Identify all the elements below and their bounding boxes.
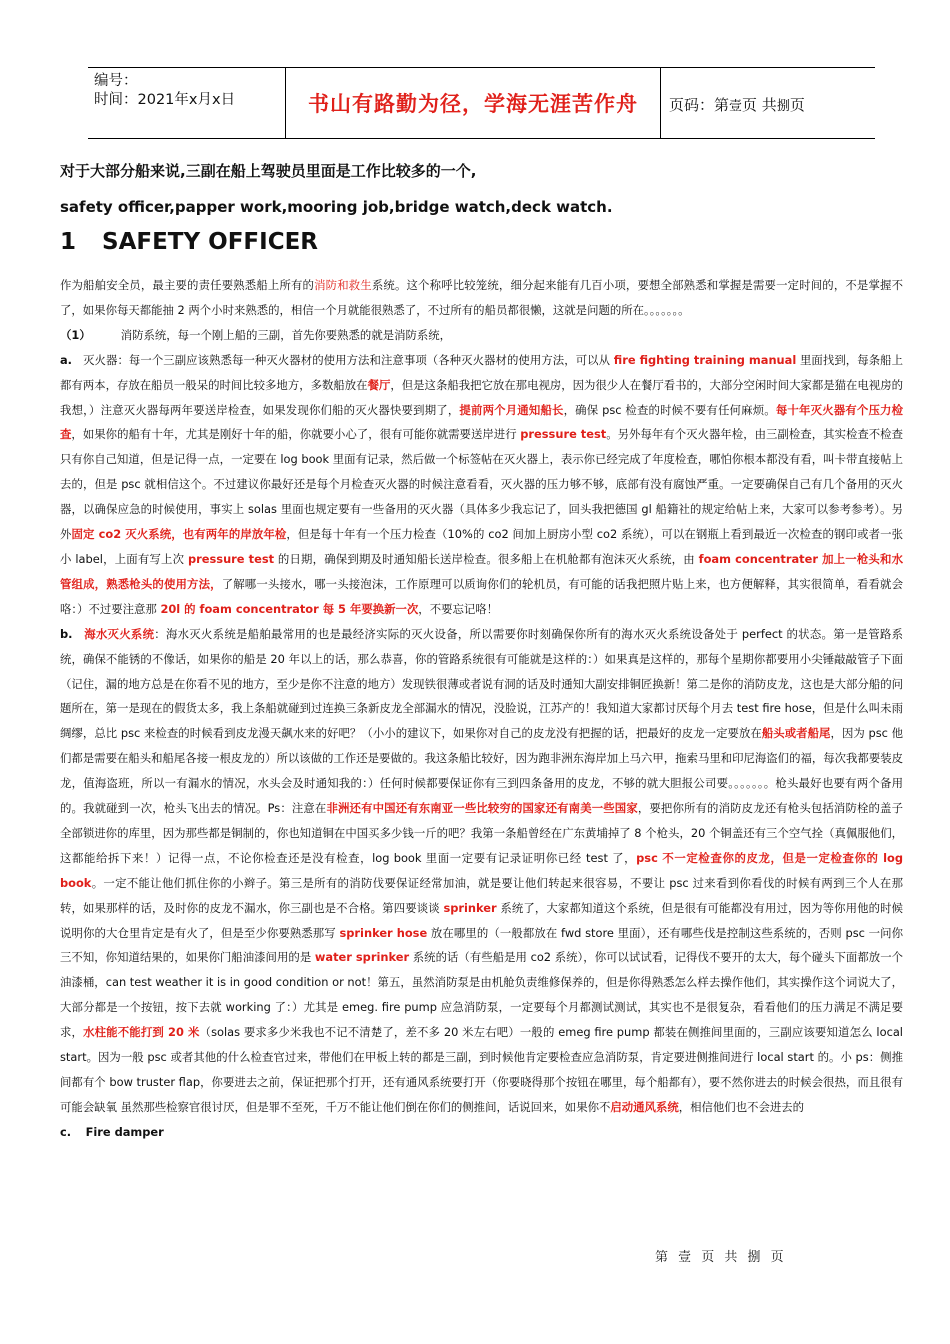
section-number: 1 <box>60 229 77 255</box>
header-table <box>88 67 875 139</box>
time-label: 时间：2021年x月x日 <box>94 92 236 108</box>
paragraph-extinguisher: a. 灭火器：每一个三副应该熟悉每一种灭火器材的使用方法和注意事项（各种灭火器材的使用方法，可以从 fire fighting training manual 里面找到，每条船上都有两本，存放在船员一般呆的时间比较多地方，多数船放在餐厅，但是这条船我把它放在那电视房，因为很少人在餐厅看书的，大部分空闲时间大家都是猫在电视房的我想，）注意灭火器每两年要送岸检查，如果发现你们船的灭火器快要到期了，提前两个月通知船长，确保 psc 检查的时候不要有任何麻烦。每十年灭火器有个压力检查，如果你的船有十年，尤其是刚好十年的船，你就要小心了，很有可能你就需要送岸进行 pressure test。另外每年有个灭火器年检，由三副检查，其实检查不检查只有你自己知道，但是记得一点，一定要在 log book 里面有记录，然后做一个标签帖在灭火器上，表示你已经完成了年度检查，哪怕你根本都没有看，叫卡带直接帖上去的，但是 psc 就相信这个。不过建议你最好还是每个月检查灭火器的时候注意看看，灭火器的压力够不够，底部有没有腐蚀严重。一定要确保自己有几个备用的灭火器，以确保应急的时候使用，事实上 solas 里面也规定要有一些备用的灭火器（具体多少我忘记了，回头我把德国 gl 船籍社的规定给帖上来，大家可以参考参考）。另外固定 co2 灭火系统，也有两年的岸放年检，但是每十年有一个压力检查（10%的 co2 间加上厨房小型 co2 系统），可以在钢瓶上看到最近一次检查的钢印或者一张小 label，上面有写上次 pressure test 的日期，确保到期及时通知船长送岸检查。很多船上在机舱都有泡沫灭火系统，由 foam concentrater 加上一枪头和水管组成，熟悉枪头的使用方法，了解哪一头接水，哪一头接泡沫，工作原理可以质询你们的轮机员，有可能的话我把照片贴上来，也方便解释，其实很简单，看看就会咯：）不过要注意那 20l 的 foam concentrator 每 5 年要换新一次，不要忘记咯！ <box>60 352 903 616</box>
motto: 书山有路勤为径，学海无涯苦作舟 <box>285 68 661 138</box>
paragraph-fire-system: （1） 消防系统，每一个刚上船的三副，首先你要熟悉的就是消防系统， <box>60 327 452 342</box>
page-footer: 第 壹 页 共 捌 页 <box>655 1250 787 1265</box>
header-left-cell <box>94 72 284 110</box>
intro-line-1: 对于大部分船来说,三副在船上驾驶员里面是工作比较多的一个, <box>60 162 477 180</box>
section-heading <box>60 229 318 255</box>
section-title: SAFETY OFFICER <box>102 229 318 255</box>
paragraph-intro: 作为船舶安全员，最主要的责任要熟悉船上所有的消防和救生系统。这个称呼比较笼统，细分起来能有几百小项，要想全部熟悉和掌握是需要一定时间的，不是掌握不了，如果你每天都能抽 2 两个小时来熟悉的，相信一个月就能很熟悉了，不过所有的船员都很懒，这就是问题的所在。。。。。。。 <box>60 278 903 317</box>
number-label: 编号： <box>94 73 138 89</box>
intro-line-2: safety officer,papper work,mooring job,bridge watch,deck watch. <box>60 198 613 216</box>
document-body <box>60 273 903 1145</box>
page-indicator: 页码：第壹页 共捌页 <box>669 96 805 114</box>
paragraph-seawater-system: b. 海水灭火系统：海水灭火系统是船舶最常用的也是最经济实际的灭火设备，所以需要你时刻确保你所有的海水灭火系统设备处于 perfect 的状态。第一是管路系统，确保不能锈的不像话，如果你的船是 20 年以上的话，那么恭喜，你的管路系统很有可能就是这样的：）如果真是这样的，那每个星期你都要用小尖锤敲敲管子下面（记住，漏的地方总是在你看不见的地方，至少是你不注意的地方）发现铁很薄或者说有洞的话及时通知大副安排铜匠换新！第二是你的消防皮龙，这也是大部分船的问题所在，第一是现在的假货太多，我上条船就碰到过连换三条新皮龙全部漏水的情况，没脸说，江苏产的！我知道大家都讨厌每个月去 test fire hose，但是什么叫未雨绸缪，总比 psc 来检查的时候看到皮龙漫天飙水来的好吧？（小小的建议下，如果你对自己的皮龙没有把握的话，把最好的皮龙一定要放在船头或者船尾，因为 psc 他们都是需要在船头和船尾各接一根皮龙的）所以该做的工作还是要做的。我这条船比较好，因为跑非洲东海岸加上马六甲，拖索马里和印尼海盗们的福，每次我都要装皮龙，值海盗班，所以一有漏水的情况，水头会及时通知我的：）任何时候都要保证你有三到四条备用的皮龙，不够的就大胆报公司要。。。。。。。枪头最好也要有两个备用的。我就碰到一次，枪头飞出去的情况。Ps：注意在非洲还有中国还有东南亚一些比较穷的国家还有南美一些国家，要把你所有的消防皮龙还有枪头包括消防栓的盖子全部锁进你的库里，因为那些都是铜制的，你也知道铜在中国买多少钱一斤的吧？我第一条船曾经在广东黄埔掉了 8 个枪头，20 个铜盖还有三个空气拴（真佩服他们，这都能给拆下来！）记得一点，不论你检查还是没有检查，log book 里面一定要有记录证明你已经 test 了，psc 不一定检查你的皮龙，但是一定检查你的 log book。一定不能让他们抓住你的小辫子。第三是所有的消防伐要保证经常加油，就是要让他们转起来很容易，不要让 psc 过来看到你看伐的时候有两到三个人在那转，如果那样的话，及时你的皮龙不漏水，你三副也是不合格。第四要谈谈 sprinker 系统了，大家都知道这个系统，但是很有可能都没有用过，因为等你用他的时候说明你的大仓里肯定是有火了，但是至少你要熟悉那写 sprinker hose 放在哪里的（一般都放在 fwd store 里面），还有哪些伐是控制这些系统的，否则 psc 一问你三不知，你知道结果的，如果你门船油漆间用的是 water sprinker 系统的话（有些船是用 co2 系统），你可以试试看，记得伐不要开的太大，每个碰头下面都放一个油漆桶，can test weather it is in good condition or not！第五，虽然消防泵是由机舱负责维修保养的，但是你得熟悉怎么样去操作他们，其实操作这个词说大了，大部分都是一个按钮，按下去就 working 了：）尤其是 emeg. fire pump 应急消防泵，一定要每个月都测试测试，其实也不是很复杂，看看他们的压力满足不满足要求，水柱能不能打到 20 米（solas 要求多少米我也不记不清楚了，差不多 20 米左右吧）一般的 emeg fire pump 都装在侧推间里面的，三副应该要知道怎么 local start。因为一般 psc 或者其他的什么检查官过来，带他们在甲板上转的都是三副，到时候他肯定要检查应急消防泵，肯定要进侧推间进行 local start 的。小 ps：侧推间都有个 bow truster flap，你要进去之前，保证把那个打开，还有通风系统要打开（你要晓得那个按钮在哪里，每个船都有），要不然你进去的时候会很热，而且很有可能会缺氧 虽然那些检察官很讨厌，但是罪不至死，千万不能让他们倒在你们的侧推间，话说回来，如果你不启动通风系统，相信他们也不会进去的 <box>60 626 904 1114</box>
paragraph-fire-damper: c. Fire damper <box>60 1124 164 1139</box>
